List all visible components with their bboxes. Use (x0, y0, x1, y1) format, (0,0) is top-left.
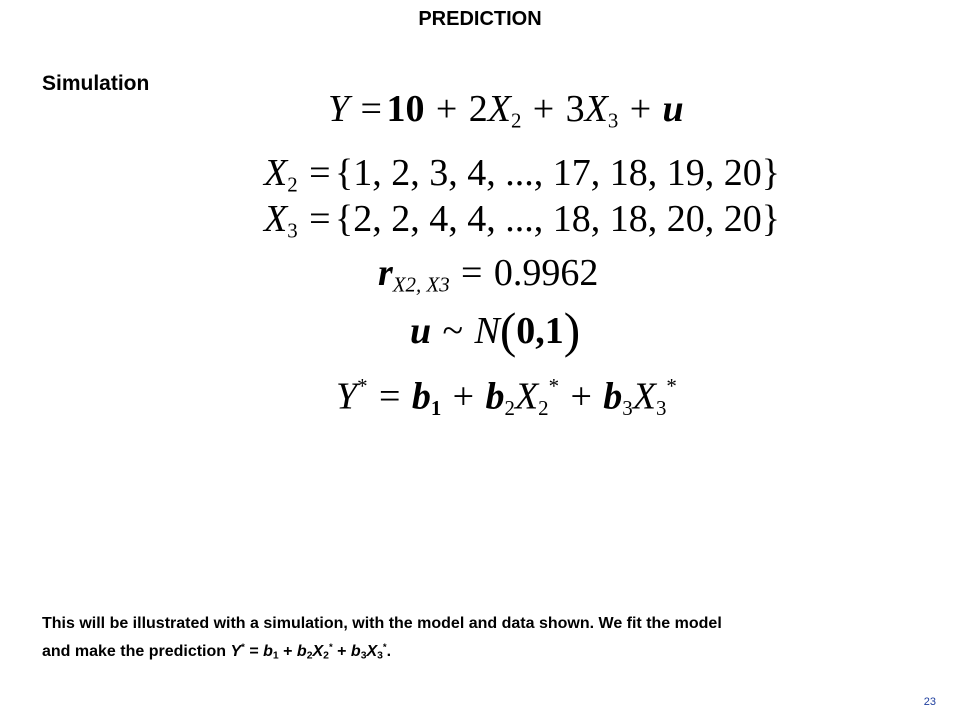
distribution-symbol: N (474, 310, 500, 353)
correlation-subscript: X2, X3 (392, 272, 450, 297)
correlation-equation: $r_{X2, X3} = 0.9962$ (378, 252, 599, 297)
pred-b1: b (411, 375, 431, 418)
caption-y: Y (230, 642, 242, 660)
pred-x3-star: * (666, 374, 677, 398)
model-var-3: X (584, 88, 608, 130)
caption-equals: = (244, 642, 264, 660)
caption-x3: X (366, 642, 378, 660)
pred-b1-sub: 1 (430, 395, 442, 420)
pred-b2-sub: 2 (504, 395, 515, 420)
error-var: u (410, 310, 432, 353)
x2-var-sub: 2 (287, 172, 298, 197)
caption-line-2-prefix: and make the prediction (42, 642, 231, 660)
x2-values: {1, 2, 3, 4, ..., 17, 18, 19, 20} (335, 152, 781, 194)
page-number: 23 (923, 696, 936, 708)
model-var-3-sub: 3 (607, 108, 619, 133)
caption-x2-sub: 2 (323, 650, 329, 662)
x3-values: {2, 2, 4, 4, ..., 18, 18, 20, 20} (335, 198, 781, 240)
x2-values-equation: $X_2 = \{1$, 2, 3, 4, ..., 17, 18, 19, 20} (264, 152, 781, 197)
model-coef-2: 2 (468, 88, 488, 130)
pred-lhs: Y (336, 375, 358, 418)
pred-b3-sub: 3 (622, 395, 633, 420)
pred-lhs-star: * (357, 374, 368, 398)
caption-x2: X (312, 642, 324, 660)
pred-b2: b (485, 375, 505, 418)
slide-title: PREDICTION (418, 8, 542, 30)
caption-x3-sub: 3 (377, 650, 383, 662)
caption-plus-1: + (278, 642, 297, 660)
section-heading: Simulation (42, 72, 150, 95)
caption-b3: b (350, 642, 361, 660)
pred-b3: b (603, 375, 623, 418)
model-equation: $Y = 10 + 2X_2 + 3X_3 + u$ (328, 88, 684, 133)
correlation-symbol: r (378, 252, 393, 294)
slide-caption (42, 612, 922, 668)
x2-var: X (264, 152, 288, 194)
correlation-value: 0.9962 (493, 252, 599, 294)
x3-var: X (264, 198, 288, 240)
caption-b1-sub: 1 (272, 650, 279, 662)
caption-y-star: * (241, 642, 245, 653)
x3-values-equation: $X_3 = \{2$, 2, 4, 4, ..., 18, 18, 20, 20} (264, 198, 781, 243)
pred-x2-star: * (548, 374, 560, 398)
caption-x3-star: * (382, 642, 387, 653)
pred-x2-sub: 2 (538, 395, 549, 420)
pred-x3: X (632, 375, 656, 418)
caption-b1: b (263, 642, 273, 660)
caption-b2: b (296, 642, 307, 660)
model-lhs: Y (328, 88, 350, 130)
distribution-params: 0,1 (516, 310, 564, 353)
caption-end: . (386, 642, 392, 660)
caption-plus-2: + (332, 642, 351, 660)
caption-b3-sub: 3 (360, 650, 367, 662)
x3-var-sub: 3 (287, 218, 298, 243)
caption-x2-star: * (328, 642, 333, 653)
caption-line-1: This will be illustrated with a simulation, with the model and data shown. We fit the model (42, 615, 722, 632)
pred-x3-sub: 3 (655, 395, 667, 420)
error-distribution-equation: u ~ N(0,1) (410, 303, 581, 358)
model-coef-3: 3 (565, 88, 585, 130)
pred-x2: X (514, 375, 539, 418)
model-intercept: 10 (386, 88, 425, 130)
model-var-2: X (487, 88, 511, 130)
model-var-2-sub: 2 (510, 108, 522, 133)
caption-b2-sub: 2 (306, 650, 313, 662)
prediction-equation: $Y^* = b_1 + b_2X_2^* + b_3X_3^*$ (336, 374, 677, 420)
model-error: u (662, 88, 684, 130)
